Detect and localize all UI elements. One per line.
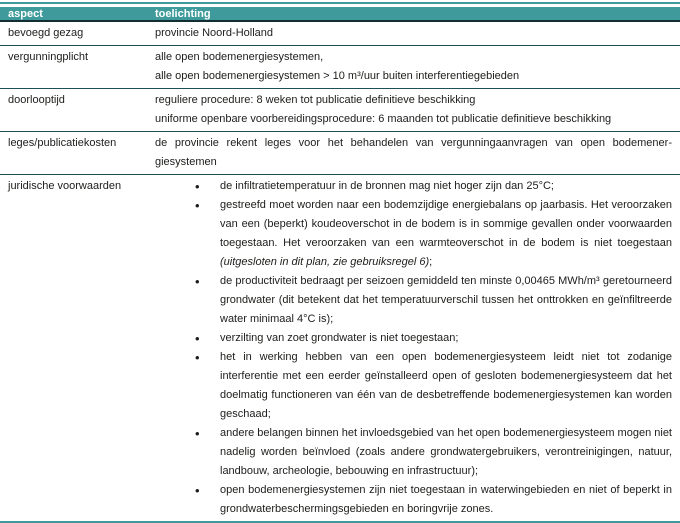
toelichting-line: alle open bodemenergiesystemen,: [155, 51, 324, 63]
list-item: [155, 272, 672, 329]
list-item: [155, 348, 672, 424]
bullet-icon: •: [195, 274, 200, 289]
bullet-text: andere belangen binnen het invloedsgebied van het open bodemenergiesysteem mogen niet nadelig worden beïnvloed (zoals andere grondwatergebruikers, verontreinigingen, natuur, landbouw, archeologie, bebouwing en infrastructuur);: [220, 427, 672, 477]
table-row-doorlooptijd: [0, 89, 680, 132]
table-row-leges-publicatiekosten: [0, 132, 680, 175]
list-item: [155, 196, 672, 272]
table-row-vergunningplicht: [0, 46, 680, 89]
list-item: [155, 329, 672, 348]
bullet-text: open bodemenergiesystemen zijn niet toegestaan in waterwingebieden en niet of beperkt in grondwaterbeschermingsgebieden en boringvrije zones.: [220, 484, 672, 515]
bullet-icon: •: [195, 331, 200, 346]
toelichting-cell: [155, 91, 672, 129]
top-border-rule: [0, 2, 680, 4]
list-item: [155, 177, 672, 196]
bullet-text: gestreefd moet worden naar een bodemzijdige energiebalans op jaarbasis. Het veroorzaken van een (beperkt) koudeoverschot in de bodem is in sommige gevallen onder voorwaarden toegestaan. Het veroorzaken van een warmteoverschot in de bodem is niet toegestaan: [220, 199, 672, 249]
toelichting-line: de provincie rekent leges voor het behandelen van vergunningaanvragen van open bodemenergiesystemen: [155, 137, 672, 168]
list-item: [155, 424, 672, 481]
legal-conditions-list: [155, 177, 672, 519]
bullet-icon: •: [195, 350, 200, 365]
bullet-icon: •: [195, 179, 200, 194]
bullet-text: de productiviteit bedraagt per seizoen gemiddeld ten minste 0,00465 MWh/m³ geretourneerd grondwater (dit betekent dat het temperatuurverschil tussen het onttrokken en geïnfiltreerde water minimaal 4°C is);: [220, 275, 672, 325]
bullet-text: het in werking hebben van een open bodemenergiesysteem leidt niet tot zodanige interferentie met een eerder geïnstalleerd open of gesloten bodemenergiesysteem dat het doelmatig functioneren van één van de desbetreffende bodemenergiesystemen kan worden geschaad;: [220, 351, 672, 420]
aspect-cell: leges/publicatiekosten: [8, 137, 117, 149]
toelichting-cell: [155, 177, 672, 519]
toelichting-line: alle open bodemenergiesystemen > 10 m³/uur buiten interferentiegebieden: [155, 70, 520, 82]
bullet-icon: •: [195, 483, 200, 498]
header-cell-toelichting: toelichting: [155, 8, 211, 20]
bullet-text: verzilting van zoet grondwater is niet toegestaan;: [220, 332, 459, 344]
bullet-icon: •: [195, 198, 200, 213]
aspect-cell: bevoegd gezag: [8, 27, 84, 39]
toelichting-line: reguliere procedure: 8 weken tot publicatie definitieve beschikking: [155, 94, 476, 106]
bullet-text-suffix: ;: [429, 256, 433, 268]
table-header: [0, 7, 680, 22]
table-row-bevoegd-gezag: [0, 22, 680, 46]
table-row-juridische-voorwaarden: [0, 175, 680, 523]
bullet-text-italic: (uitgesloten in dit plan, zie gebruiksregel 6): [220, 256, 430, 268]
header-cell-aspect: aspect: [8, 8, 43, 20]
bullet-icon: •: [195, 426, 200, 441]
aspect-cell: vergunningplicht: [8, 51, 89, 63]
aspect-cell: juridische voorwaarden: [8, 180, 122, 192]
toelichting-cell: [155, 48, 672, 86]
list-item: [155, 481, 672, 519]
toelichting-line: provincie Noord-Holland: [155, 27, 274, 39]
toelichting-cell: [155, 134, 672, 172]
toelichting-cell: [155, 24, 672, 43]
aspect-cell: doorlooptijd: [8, 94, 65, 106]
bullet-text: de infiltratietemperatuur in de bronnen mag niet hoger zijn dan 25°C;: [220, 180, 554, 192]
toelichting-line: uniforme openbare voorbereidingsprocedure: 6 maanden tot publicatie definitieve beschikking: [155, 113, 612, 125]
